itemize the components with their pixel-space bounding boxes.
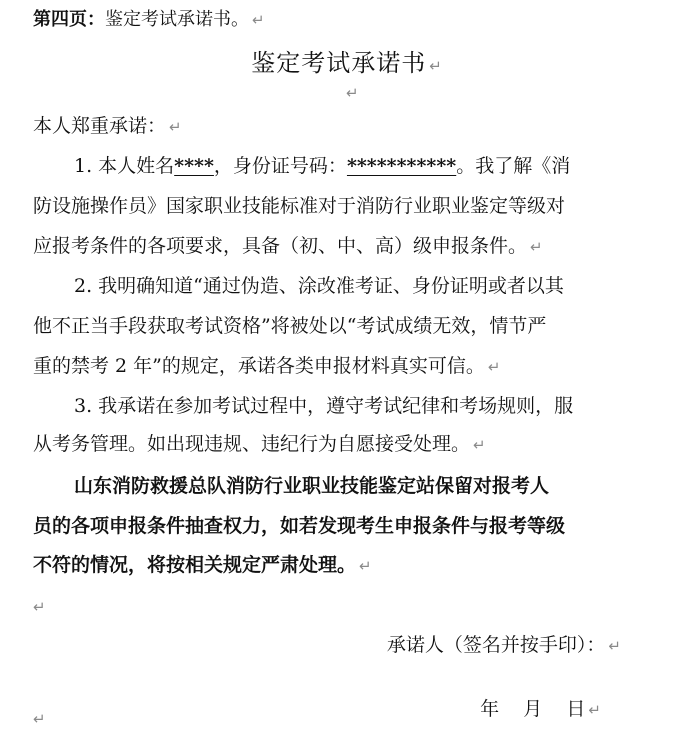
paragraph-mark-icon: ↵ [530, 238, 543, 256]
page-header-text: 鉴定考试承诺书。 [105, 9, 249, 30]
p3-line-1 [74, 394, 573, 418]
name-field: **** [174, 155, 214, 177]
greeting-text: 本人郑重承诺： [33, 115, 167, 137]
notice-text: 员的各项申报条件抽查权力，如若发现考生申报条件与报考等级 [33, 515, 566, 537]
paragraph-mark-icon: ↵ [608, 637, 621, 655]
document-title [0, 48, 694, 81]
p3-line-2 [33, 432, 486, 457]
p2-line-1 [74, 274, 564, 298]
paragraph-mark-icon: ↵ [33, 710, 46, 728]
p3-text: 从考务管理。如出现违规、违纪行为自愿接受处理。 [33, 433, 471, 455]
page-header [33, 8, 265, 32]
p1-text: 防设施操作员》国家职业技能标准对于消防行业职业鉴定等级对 [33, 195, 566, 217]
id-number-field: *********** [346, 155, 457, 177]
p2-line-2 [33, 314, 546, 338]
p2-line-3 [33, 354, 500, 379]
notice-line-1 [74, 474, 549, 498]
p1-text: 应报考条件的各项要求，具备（初、中、高）级申报条件。 [33, 235, 528, 257]
empty-paragraph [343, 80, 359, 105]
paragraph-mark-icon: ↵ [588, 701, 601, 719]
paragraph-mark-icon: ↵ [429, 57, 443, 75]
notice-line-3 [33, 553, 372, 578]
p1-line-1 [74, 154, 570, 178]
paragraph-mark-icon: ↵ [346, 84, 359, 102]
page-label: 第四页： [33, 9, 105, 30]
paragraph-mark-icon: ↵ [473, 436, 486, 454]
p1-text: ，身份证号码： [213, 155, 347, 177]
p1-text: 。我了解《消 [456, 155, 571, 177]
notice-line-2 [33, 514, 565, 538]
paragraph-mark-icon: ↵ [252, 11, 265, 29]
paragraph-mark-icon: ↵ [33, 598, 46, 616]
p2-text: 重的禁考 2 年”的规定，承诺各类申报材料真实可信。 [33, 355, 485, 377]
paragraph-mark-icon: ↵ [359, 557, 372, 575]
greeting [33, 114, 182, 139]
p1-line-3 [33, 234, 543, 259]
p2-text: 他不正当手段获取考试资格”将被处以“考试成绩无效，情节严 [33, 315, 547, 337]
notice-text: 不符的情况，将按相关规定严肃处理。 [33, 554, 357, 576]
notice-text: 山东消防救援总队消防行业职业技能鉴定站保留对报考人 [74, 475, 550, 497]
paragraph-mark-icon: ↵ [487, 358, 501, 376]
date-text: 年 月 日 [480, 698, 586, 720]
date-line [456, 673, 601, 746]
empty-paragraph [33, 706, 46, 731]
p1-line-2 [33, 194, 565, 218]
signature-label: 承诺人（签名并按手印）： [386, 634, 606, 656]
title-text: 鉴定考试承诺书 [251, 49, 427, 77]
paragraph-mark-icon: ↵ [169, 118, 182, 136]
p2-text: 2. 我明确知道“通过伪造、涂改准考证、身份证明或者以其 [74, 275, 564, 297]
p1-text: 1. 本人姓名 [74, 155, 175, 177]
p3-text: 3. 我承诺在参加考试过程中，遵守考试纪律和考场规则，服 [74, 395, 574, 417]
signature-line [387, 633, 621, 658]
empty-paragraph [33, 594, 46, 619]
